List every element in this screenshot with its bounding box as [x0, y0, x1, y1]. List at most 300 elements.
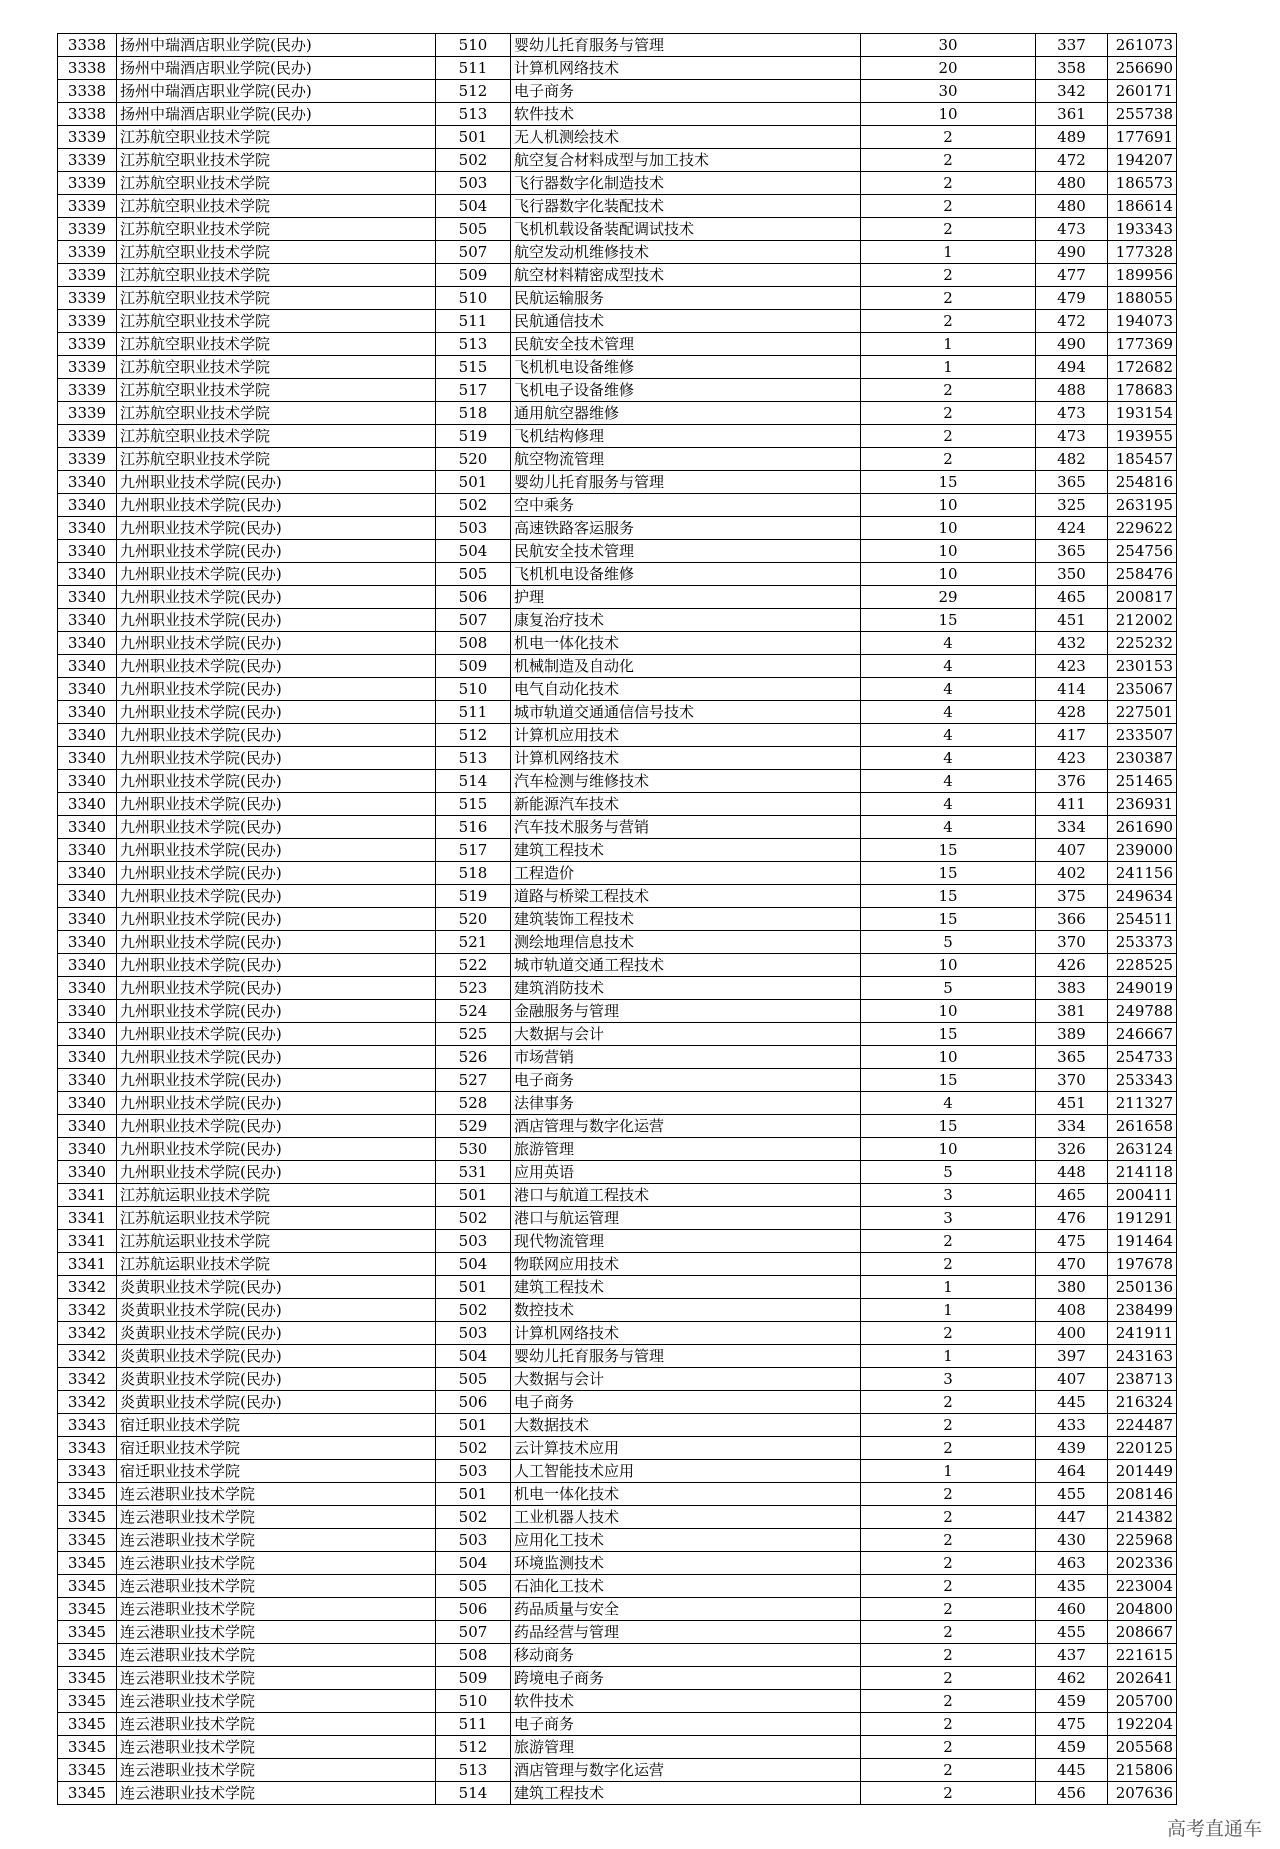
major-name-cell: 汽车检测与维修技术 — [511, 770, 861, 793]
school-code-cell: 3345 — [58, 1506, 117, 1529]
min-rank-cell: 177691 — [1108, 126, 1177, 149]
major-code-cell: 507 — [436, 1621, 511, 1644]
major-name-cell: 现代物流管理 — [511, 1230, 861, 1253]
min-rank-cell: 230387 — [1108, 747, 1177, 770]
school-code-cell: 3340 — [58, 494, 117, 517]
plan-count-cell: 1 — [861, 1460, 1036, 1483]
plan-count-cell: 15 — [861, 885, 1036, 908]
min-score-cell: 470 — [1036, 1253, 1108, 1276]
table-row — [58, 425, 1177, 448]
major-name-cell: 新能源汽车技术 — [511, 793, 861, 816]
min-score-cell: 326 — [1036, 1138, 1108, 1161]
min-score-cell: 464 — [1036, 1460, 1108, 1483]
plan-count-cell: 15 — [861, 1069, 1036, 1092]
school-code-cell: 3339 — [58, 448, 117, 471]
min-score-cell: 435 — [1036, 1575, 1108, 1598]
plan-count-cell: 2 — [861, 126, 1036, 149]
school-code-cell: 3340 — [58, 701, 117, 724]
major-code-cell: 511 — [436, 57, 511, 80]
school-name-cell: 江苏航运职业技术学院 — [117, 1230, 436, 1253]
plan-count-cell: 2 — [861, 1644, 1036, 1667]
min-rank-cell: 188055 — [1108, 287, 1177, 310]
table-row — [58, 1598, 1177, 1621]
major-code-cell: 506 — [436, 586, 511, 609]
min-score-cell: 365 — [1036, 471, 1108, 494]
plan-count-cell: 1 — [861, 241, 1036, 264]
school-name-cell: 炎黄职业技术学院(民办) — [117, 1391, 436, 1414]
min-rank-cell: 208667 — [1108, 1621, 1177, 1644]
major-code-cell: 502 — [436, 1299, 511, 1322]
min-score-cell: 417 — [1036, 724, 1108, 747]
table-row — [58, 356, 1177, 379]
school-code-cell: 3340 — [58, 747, 117, 770]
plan-count-cell: 30 — [861, 80, 1036, 103]
school-code-cell: 3339 — [58, 379, 117, 402]
table-row — [58, 287, 1177, 310]
school-code-cell: 3345 — [58, 1575, 117, 1598]
plan-count-cell: 2 — [861, 1230, 1036, 1253]
major-name-cell: 电气自动化技术 — [511, 678, 861, 701]
min-score-cell: 358 — [1036, 57, 1108, 80]
min-score-cell: 433 — [1036, 1414, 1108, 1437]
min-rank-cell: 177328 — [1108, 241, 1177, 264]
min-rank-cell: 254756 — [1108, 540, 1177, 563]
major-code-cell: 523 — [436, 977, 511, 1000]
min-rank-cell: 178683 — [1108, 379, 1177, 402]
major-code-cell: 509 — [436, 264, 511, 287]
major-code-cell: 510 — [436, 678, 511, 701]
major-name-cell: 计算机网络技术 — [511, 747, 861, 770]
major-name-cell: 电子商务 — [511, 1069, 861, 1092]
plan-count-cell: 1 — [861, 356, 1036, 379]
table-row — [58, 908, 1177, 931]
major-code-cell: 511 — [436, 1713, 511, 1736]
major-name-cell: 飞行器数字化装配技术 — [511, 195, 861, 218]
min-score-cell: 488 — [1036, 379, 1108, 402]
min-rank-cell: 212002 — [1108, 609, 1177, 632]
min-rank-cell: 260171 — [1108, 80, 1177, 103]
min-rank-cell: 261690 — [1108, 816, 1177, 839]
plan-count-cell: 15 — [861, 839, 1036, 862]
min-rank-cell: 250136 — [1108, 1276, 1177, 1299]
min-score-cell: 437 — [1036, 1644, 1108, 1667]
school-name-cell: 九州职业技术学院(民办) — [117, 678, 436, 701]
min-rank-cell: 192204 — [1108, 1713, 1177, 1736]
plan-count-cell: 4 — [861, 816, 1036, 839]
plan-count-cell: 2 — [861, 264, 1036, 287]
major-name-cell: 旅游管理 — [511, 1736, 861, 1759]
min-rank-cell: 251465 — [1108, 770, 1177, 793]
min-rank-cell: 215806 — [1108, 1759, 1177, 1782]
table-row — [58, 1575, 1177, 1598]
school-code-cell: 3340 — [58, 1161, 117, 1184]
major-name-cell: 物联网应用技术 — [511, 1253, 861, 1276]
major-name-cell: 飞机机电设备维修 — [511, 356, 861, 379]
table-row — [58, 1483, 1177, 1506]
min-score-cell: 381 — [1036, 1000, 1108, 1023]
major-code-cell: 503 — [436, 1529, 511, 1552]
table-row — [58, 1069, 1177, 1092]
major-name-cell: 民航通信技术 — [511, 310, 861, 333]
major-name-cell: 婴幼儿托育服务与管理 — [511, 471, 861, 494]
min-rank-cell: 253343 — [1108, 1069, 1177, 1092]
plan-count-cell: 2 — [861, 1713, 1036, 1736]
school-name-cell: 江苏航运职业技术学院 — [117, 1184, 436, 1207]
min-rank-cell: 239000 — [1108, 839, 1177, 862]
min-score-cell: 334 — [1036, 1115, 1108, 1138]
major-code-cell: 504 — [436, 1253, 511, 1276]
min-rank-cell: 211327 — [1108, 1092, 1177, 1115]
major-code-cell: 502 — [436, 149, 511, 172]
table-row — [58, 1276, 1177, 1299]
min-rank-cell: 249788 — [1108, 1000, 1177, 1023]
major-name-cell: 市场营销 — [511, 1046, 861, 1069]
school-name-cell: 连云港职业技术学院 — [117, 1713, 436, 1736]
min-rank-cell: 189956 — [1108, 264, 1177, 287]
min-rank-cell: 220125 — [1108, 1437, 1177, 1460]
major-code-cell: 528 — [436, 1092, 511, 1115]
plan-count-cell: 4 — [861, 678, 1036, 701]
min-score-cell: 451 — [1036, 609, 1108, 632]
school-name-cell: 江苏航空职业技术学院 — [117, 333, 436, 356]
table-row — [58, 563, 1177, 586]
school-name-cell: 连云港职业技术学院 — [117, 1483, 436, 1506]
school-name-cell: 九州职业技术学院(民办) — [117, 954, 436, 977]
school-name-cell: 九州职业技术学院(民办) — [117, 609, 436, 632]
major-name-cell: 婴幼儿托育服务与管理 — [511, 34, 861, 57]
min-score-cell: 475 — [1036, 1713, 1108, 1736]
major-name-cell: 机械制造及自动化 — [511, 655, 861, 678]
plan-count-cell: 4 — [861, 632, 1036, 655]
school-name-cell: 九州职业技术学院(民办) — [117, 885, 436, 908]
major-name-cell: 酒店管理与数字化运营 — [511, 1759, 861, 1782]
major-code-cell: 505 — [436, 218, 511, 241]
plan-count-cell: 2 — [861, 1782, 1036, 1805]
school-code-cell: 3342 — [58, 1345, 117, 1368]
min-score-cell: 430 — [1036, 1529, 1108, 1552]
min-score-cell: 476 — [1036, 1207, 1108, 1230]
school-name-cell: 连云港职业技术学院 — [117, 1552, 436, 1575]
school-name-cell: 九州职业技术学院(民办) — [117, 632, 436, 655]
min-score-cell: 408 — [1036, 1299, 1108, 1322]
major-name-cell: 飞机机载设备装配调试技术 — [511, 218, 861, 241]
school-code-cell: 3339 — [58, 149, 117, 172]
school-name-cell: 九州职业技术学院(民办) — [117, 540, 436, 563]
min-score-cell: 414 — [1036, 678, 1108, 701]
major-code-cell: 518 — [436, 862, 511, 885]
school-name-cell: 江苏航空职业技术学院 — [117, 126, 436, 149]
min-score-cell: 480 — [1036, 172, 1108, 195]
min-rank-cell: 249634 — [1108, 885, 1177, 908]
school-name-cell: 江苏航空职业技术学院 — [117, 172, 436, 195]
school-name-cell: 炎黄职业技术学院(民办) — [117, 1299, 436, 1322]
major-name-cell: 航空材料精密成型技术 — [511, 264, 861, 287]
plan-count-cell: 2 — [861, 1736, 1036, 1759]
plan-count-cell: 5 — [861, 931, 1036, 954]
major-name-cell: 康复治疗技术 — [511, 609, 861, 632]
plan-count-cell: 29 — [861, 586, 1036, 609]
major-code-cell: 506 — [436, 1391, 511, 1414]
table-row — [58, 954, 1177, 977]
major-code-cell: 529 — [436, 1115, 511, 1138]
school-code-cell: 3340 — [58, 540, 117, 563]
table-row — [58, 494, 1177, 517]
major-code-cell: 503 — [436, 1322, 511, 1345]
school-name-cell: 炎黄职业技术学院(民办) — [117, 1345, 436, 1368]
school-name-cell: 九州职业技术学院(民办) — [117, 563, 436, 586]
school-code-cell: 3338 — [58, 57, 117, 80]
major-name-cell: 空中乘务 — [511, 494, 861, 517]
major-name-cell: 软件技术 — [511, 1690, 861, 1713]
table-row — [58, 103, 1177, 126]
min-rank-cell: 254816 — [1108, 471, 1177, 494]
school-code-cell: 3340 — [58, 1092, 117, 1115]
major-code-cell: 521 — [436, 931, 511, 954]
major-name-cell: 云计算技术应用 — [511, 1437, 861, 1460]
major-name-cell: 药品质量与安全 — [511, 1598, 861, 1621]
major-code-cell: 514 — [436, 1782, 511, 1805]
plan-count-cell: 5 — [861, 1161, 1036, 1184]
major-name-cell: 护理 — [511, 586, 861, 609]
major-code-cell: 518 — [436, 402, 511, 425]
min-rank-cell: 258476 — [1108, 563, 1177, 586]
school-name-cell: 九州职业技术学院(民办) — [117, 1092, 436, 1115]
plan-count-cell: 4 — [861, 701, 1036, 724]
school-name-cell: 连云港职业技术学院 — [117, 1598, 436, 1621]
school-name-cell: 江苏航运职业技术学院 — [117, 1253, 436, 1276]
plan-count-cell: 15 — [861, 1115, 1036, 1138]
table-row — [58, 931, 1177, 954]
table-row — [58, 1506, 1177, 1529]
min-rank-cell: 224487 — [1108, 1414, 1177, 1437]
plan-count-cell: 10 — [861, 563, 1036, 586]
school-name-cell: 九州职业技术学院(民办) — [117, 494, 436, 517]
school-code-cell: 3339 — [58, 195, 117, 218]
table-row — [58, 1690, 1177, 1713]
plan-count-cell: 2 — [861, 149, 1036, 172]
school-code-cell: 3339 — [58, 264, 117, 287]
major-code-cell: 526 — [436, 1046, 511, 1069]
school-name-cell: 扬州中瑞酒店职业学院(民办) — [117, 57, 436, 80]
major-name-cell: 港口与航道工程技术 — [511, 1184, 861, 1207]
major-name-cell: 民航安全技术管理 — [511, 540, 861, 563]
major-name-cell: 航空物流管理 — [511, 448, 861, 471]
major-code-cell: 503 — [436, 1460, 511, 1483]
table-row — [58, 1299, 1177, 1322]
min-score-cell: 375 — [1036, 885, 1108, 908]
table-row — [58, 402, 1177, 425]
school-code-cell: 3342 — [58, 1276, 117, 1299]
school-code-cell: 3339 — [58, 310, 117, 333]
school-code-cell: 3341 — [58, 1207, 117, 1230]
min-score-cell: 424 — [1036, 517, 1108, 540]
plan-count-cell: 2 — [861, 195, 1036, 218]
major-code-cell: 506 — [436, 1598, 511, 1621]
school-name-cell: 江苏航空职业技术学院 — [117, 241, 436, 264]
min-score-cell: 370 — [1036, 931, 1108, 954]
major-name-cell: 城市轨道交通通信信号技术 — [511, 701, 861, 724]
major-code-cell: 517 — [436, 379, 511, 402]
min-rank-cell: 263124 — [1108, 1138, 1177, 1161]
school-code-cell: 3338 — [58, 80, 117, 103]
table-row — [58, 1000, 1177, 1023]
min-score-cell: 361 — [1036, 103, 1108, 126]
major-code-cell: 530 — [436, 1138, 511, 1161]
major-code-cell: 519 — [436, 425, 511, 448]
school-code-cell: 3340 — [58, 954, 117, 977]
table-row — [58, 839, 1177, 862]
major-name-cell: 机电一体化技术 — [511, 1483, 861, 1506]
table-row — [58, 678, 1177, 701]
plan-count-cell: 2 — [861, 448, 1036, 471]
min-rank-cell: 172682 — [1108, 356, 1177, 379]
school-code-cell: 3341 — [58, 1253, 117, 1276]
school-code-cell: 3340 — [58, 885, 117, 908]
major-code-cell: 504 — [436, 540, 511, 563]
min-score-cell: 459 — [1036, 1736, 1108, 1759]
table-row — [58, 241, 1177, 264]
table-row — [58, 448, 1177, 471]
major-name-cell: 道路与桥梁工程技术 — [511, 885, 861, 908]
school-name-cell: 九州职业技术学院(民办) — [117, 931, 436, 954]
min-score-cell: 455 — [1036, 1621, 1108, 1644]
min-score-cell: 407 — [1036, 839, 1108, 862]
min-rank-cell: 177369 — [1108, 333, 1177, 356]
min-rank-cell: 216324 — [1108, 1391, 1177, 1414]
plan-count-cell: 10 — [861, 103, 1036, 126]
major-name-cell: 民航安全技术管理 — [511, 333, 861, 356]
major-name-cell: 港口与航运管理 — [511, 1207, 861, 1230]
school-name-cell: 炎黄职业技术学院(民办) — [117, 1322, 436, 1345]
major-code-cell: 504 — [436, 1345, 511, 1368]
min-rank-cell: 254511 — [1108, 908, 1177, 931]
major-code-cell: 513 — [436, 1759, 511, 1782]
min-rank-cell: 202641 — [1108, 1667, 1177, 1690]
major-name-cell: 应用英语 — [511, 1161, 861, 1184]
school-name-cell: 九州职业技术学院(民办) — [117, 747, 436, 770]
plan-count-cell: 3 — [861, 1184, 1036, 1207]
school-name-cell: 九州职业技术学院(民办) — [117, 793, 436, 816]
major-code-cell: 509 — [436, 1667, 511, 1690]
min-rank-cell: 238499 — [1108, 1299, 1177, 1322]
school-name-cell: 连云港职业技术学院 — [117, 1621, 436, 1644]
major-code-cell: 514 — [436, 770, 511, 793]
major-name-cell: 计算机网络技术 — [511, 57, 861, 80]
table-row — [58, 701, 1177, 724]
major-name-cell: 跨境电子商务 — [511, 1667, 861, 1690]
min-rank-cell: 243163 — [1108, 1345, 1177, 1368]
min-rank-cell: 236931 — [1108, 793, 1177, 816]
table-row — [58, 1184, 1177, 1207]
min-rank-cell: 194073 — [1108, 310, 1177, 333]
min-rank-cell: 208146 — [1108, 1483, 1177, 1506]
min-rank-cell: 214118 — [1108, 1161, 1177, 1184]
major-code-cell: 509 — [436, 655, 511, 678]
major-code-cell: 511 — [436, 310, 511, 333]
table-row — [58, 1414, 1177, 1437]
major-name-cell: 工业机器人技术 — [511, 1506, 861, 1529]
major-name-cell: 汽车技术服务与营销 — [511, 816, 861, 839]
school-code-cell: 3340 — [58, 908, 117, 931]
school-code-cell: 3340 — [58, 931, 117, 954]
table-row — [58, 126, 1177, 149]
min-score-cell: 472 — [1036, 310, 1108, 333]
major-name-cell: 人工智能技术应用 — [511, 1460, 861, 1483]
table-row — [58, 747, 1177, 770]
min-rank-cell: 261073 — [1108, 34, 1177, 57]
school-name-cell: 江苏航空职业技术学院 — [117, 287, 436, 310]
table-row — [58, 172, 1177, 195]
min-rank-cell: 207636 — [1108, 1782, 1177, 1805]
major-name-cell: 大数据与会计 — [511, 1023, 861, 1046]
major-name-cell: 航空发动机维修技术 — [511, 241, 861, 264]
plan-count-cell: 2 — [861, 1759, 1036, 1782]
major-name-cell: 电子商务 — [511, 1391, 861, 1414]
school-code-cell: 3340 — [58, 678, 117, 701]
school-name-cell: 扬州中瑞酒店职业学院(民办) — [117, 80, 436, 103]
school-name-cell: 江苏航空职业技术学院 — [117, 218, 436, 241]
plan-count-cell: 10 — [861, 1046, 1036, 1069]
min-rank-cell: 227501 — [1108, 701, 1177, 724]
min-rank-cell: 202336 — [1108, 1552, 1177, 1575]
major-name-cell: 计算机应用技术 — [511, 724, 861, 747]
min-score-cell: 428 — [1036, 701, 1108, 724]
min-score-cell: 479 — [1036, 287, 1108, 310]
school-code-cell: 3340 — [58, 1138, 117, 1161]
school-name-cell: 炎黄职业技术学院(民办) — [117, 1276, 436, 1299]
table-row — [58, 1460, 1177, 1483]
major-code-cell: 531 — [436, 1161, 511, 1184]
school-name-cell: 江苏航空职业技术学院 — [117, 448, 436, 471]
min-score-cell: 337 — [1036, 34, 1108, 57]
min-rank-cell: 204800 — [1108, 1598, 1177, 1621]
table-row — [58, 724, 1177, 747]
major-name-cell: 测绘地理信息技术 — [511, 931, 861, 954]
table-row — [58, 471, 1177, 494]
school-code-cell: 3340 — [58, 563, 117, 586]
school-code-cell: 3342 — [58, 1299, 117, 1322]
school-name-cell: 连云港职业技术学院 — [117, 1529, 436, 1552]
school-code-cell: 3341 — [58, 1230, 117, 1253]
min-rank-cell: 205700 — [1108, 1690, 1177, 1713]
plan-count-cell: 10 — [861, 1138, 1036, 1161]
table-row — [58, 1253, 1177, 1276]
major-code-cell: 515 — [436, 356, 511, 379]
plan-count-cell: 2 — [861, 1529, 1036, 1552]
table-row — [58, 1759, 1177, 1782]
min-score-cell: 465 — [1036, 586, 1108, 609]
school-code-cell: 3340 — [58, 816, 117, 839]
table-row — [58, 195, 1177, 218]
school-code-cell: 3338 — [58, 34, 117, 57]
school-code-cell: 3340 — [58, 770, 117, 793]
major-name-cell: 飞机结构修理 — [511, 425, 861, 448]
major-name-cell: 飞机机电设备维修 — [511, 563, 861, 586]
major-name-cell: 航空复合材料成型与加工技术 — [511, 149, 861, 172]
plan-count-cell: 2 — [861, 1621, 1036, 1644]
min-score-cell: 365 — [1036, 540, 1108, 563]
min-score-cell: 473 — [1036, 218, 1108, 241]
min-rank-cell: 263195 — [1108, 494, 1177, 517]
min-score-cell: 376 — [1036, 770, 1108, 793]
plan-count-cell: 3 — [861, 1368, 1036, 1391]
major-code-cell: 501 — [436, 126, 511, 149]
school-code-cell: 3345 — [58, 1529, 117, 1552]
major-name-cell: 机电一体化技术 — [511, 632, 861, 655]
min-rank-cell: 223004 — [1108, 1575, 1177, 1598]
major-name-cell: 飞机电子设备维修 — [511, 379, 861, 402]
min-score-cell: 411 — [1036, 793, 1108, 816]
